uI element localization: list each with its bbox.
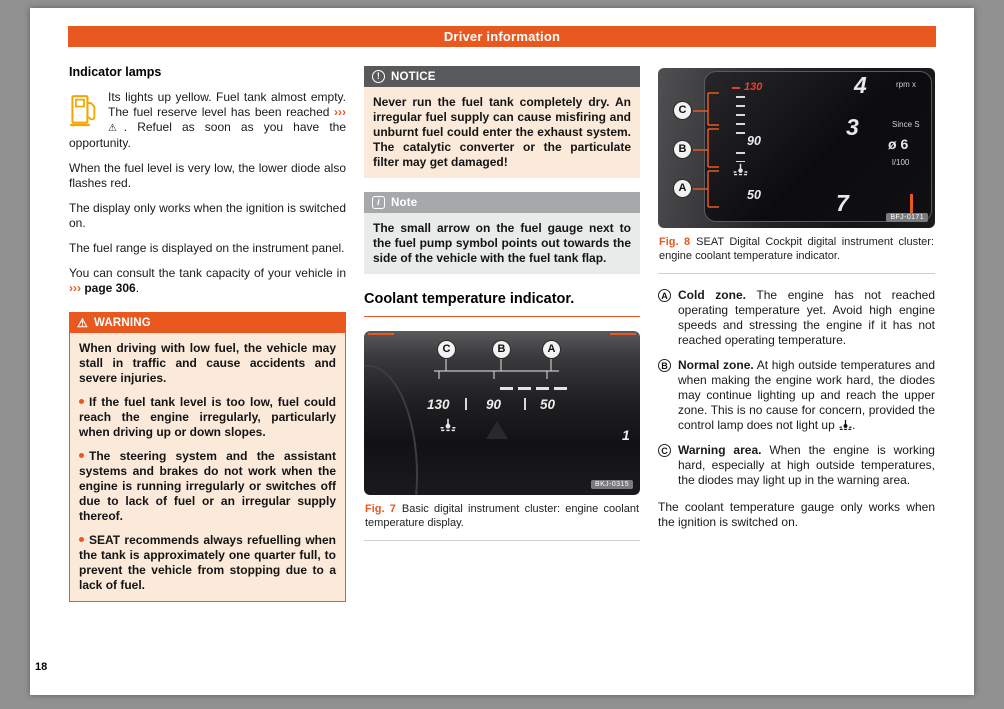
decor-line <box>368 333 394 335</box>
note-box-header <box>364 192 640 213</box>
warning-box <box>69 312 346 602</box>
warning-bullet: If the fuel tank level is too low, fuel could reach the engine irregularly, particularly when driving up or down slopes. <box>79 395 336 439</box>
cross-reference-arrows[interactable]: ››› <box>334 105 346 119</box>
info-icon: i <box>372 196 385 209</box>
callout-c: C <box>438 341 455 358</box>
tachometer-number-7: 7 <box>836 190 849 216</box>
warning-icon: ⚠ <box>77 315 88 330</box>
image-code: BFJ-0171 <box>886 213 928 222</box>
zone-marker-a: A <box>658 289 671 302</box>
page-number: 18 <box>35 661 48 673</box>
fuel-lamp-text: Its lights up yellow. Fuel tank almost empty. The fuel reserve level has been reached <box>108 90 346 119</box>
paragraph-fuel-range: The fuel range is displayed on the instrument panel. <box>69 241 345 255</box>
scale-90: 90 <box>747 134 761 148</box>
scale-tick <box>524 398 526 410</box>
page-reference[interactable]: page 306 <box>84 281 136 295</box>
rpm-unit-label: rpm x <box>896 80 916 89</box>
paragraph-tank-capacity: You can consult the tank capacity of your vehicle in ››› page 306. <box>69 266 346 295</box>
bullet-icon <box>79 453 84 458</box>
heading-indicator-lamps: Indicator lamps <box>69 65 162 79</box>
notice-box <box>364 66 640 178</box>
figure-8-caption: Fig. 8 SEAT Digital Cockpit digital instrument cluster: engine coolant temperature indicator. <box>658 228 935 274</box>
warning-intro: When driving with low fuel, the vehicle may stall in traffic and cause accidents and severe injuries. <box>79 341 336 385</box>
warning-box-title: WARNING <box>93 316 151 329</box>
notice-box-header <box>364 66 640 87</box>
fuel-lamp-paragraph-2: When the fuel level is very low, the lower diode also flashes red. <box>69 161 346 190</box>
figure-8 <box>658 68 935 274</box>
scale-130: 130 <box>744 81 763 93</box>
figure-8-image <box>658 68 935 228</box>
gauge-segment <box>554 387 567 390</box>
scale-90: 90 <box>486 397 502 412</box>
zone-item-c <box>658 443 935 488</box>
warning-bullet: SEAT recommends always refuelling when the tank is approximately one quarter full, to prevent the vehicle from stopping due to a lack of fuel. <box>79 533 336 592</box>
heading-coolant-temperature: Coolant temperature indicator. <box>364 291 640 317</box>
zone-list <box>658 288 935 488</box>
scale-50: 50 <box>540 397 556 412</box>
cross-reference-arrows[interactable]: ››› <box>69 281 85 295</box>
scale-ticks <box>736 96 745 136</box>
bullet-icon <box>79 537 84 542</box>
scale-130: 130 <box>427 397 450 412</box>
closing-paragraph: The coolant temperature gauge only works when the ignition is switched on. <box>658 500 935 529</box>
consumption-unit-label: l/100 <box>892 158 910 167</box>
zone-item-a <box>658 288 935 348</box>
zone-text: Warning area. When the engine is working hard, especially at high outside temperatures, the diodes may light up in the warning area. <box>678 443 935 487</box>
figure-7 <box>364 331 640 541</box>
dial-number: 1 <box>622 427 630 443</box>
gauge-segment <box>500 387 513 390</box>
warning-box-header <box>69 312 346 333</box>
column-right <box>658 60 935 602</box>
fuel-lamp-text-continued: . Refuel as soon as you have the opportunity. <box>69 120 346 150</box>
notice-box-title: NOTICE <box>391 70 436 83</box>
image-code: BKJ-0315 <box>591 480 633 489</box>
page-header-bar <box>68 26 936 47</box>
notice-box-body: Never run the fuel tank completely dry. An irregular fuel supply can cause misfiring and unburnt fuel could enter the exhaust system. The catalytic converter or the particulate filter may get damaged! <box>364 87 640 178</box>
note-box <box>364 192 640 274</box>
column-middle <box>364 60 640 602</box>
callout-b: B <box>493 341 510 358</box>
fuel-pump-icon <box>69 91 99 129</box>
coolant-icon <box>733 163 748 176</box>
callout-a: A <box>543 341 560 358</box>
warning-box-body <box>69 333 346 602</box>
scale-50: 50 <box>747 188 761 202</box>
trip-since-label: Since S <box>892 120 920 129</box>
gauge-segment <box>536 387 549 390</box>
scale-ticks <box>736 152 745 162</box>
zone-text: Normal zone. At high outside temperatures and when making the engine work hard, the diodes may continue lighting up and reach the upper zone. This is no cause for concern, provided the control lamp does not light up . <box>678 358 936 432</box>
zone-text: Cold zone. The engine has not reached operating temperature yet. Avoid high engine speeds and stressing the engine if it has not reached operating temperature. <box>678 288 936 347</box>
column-left <box>69 60 346 602</box>
callout-a: A <box>674 180 691 197</box>
warning-triangle-glyph: ⚠ <box>108 123 124 134</box>
callout-c: C <box>674 102 691 119</box>
red-scale-tick <box>732 87 740 89</box>
paragraph-display-ignition: The display only works when the ignition is switched on. <box>69 201 346 230</box>
callout-b: B <box>674 141 691 158</box>
notice-icon: ! <box>372 70 385 83</box>
coolant-icon <box>440 418 456 432</box>
coolant-icon <box>839 419 852 431</box>
gauge-segment <box>518 387 531 390</box>
content-columns <box>69 60 937 602</box>
figure-7-image <box>364 331 640 495</box>
warning-bullet: The steering system and the assistant systems and brakes do not work when the engine is running irregularly or switches off due to lack of fuel or an irregular supply thereof. <box>79 449 336 523</box>
note-box-title: Note <box>391 196 418 209</box>
fuel-lamp-paragraph <box>69 90 346 151</box>
zone-marker-c: C <box>658 444 671 457</box>
note-box-body: The small arrow on the fuel gauge next to the fuel pump symbol points out towards the side of the vehicle with the fuel tank flap. <box>364 213 640 274</box>
page-title: Driver information <box>443 29 561 44</box>
bullet-icon <box>79 399 84 404</box>
figure-7-caption: Fig. 7 Basic digital instrument cluster: engine coolant temperature display. <box>364 495 640 541</box>
zone-marker-b: B <box>658 359 671 372</box>
tachometer-number-4: 4 <box>854 72 867 98</box>
figure-8-label: Fig. 8 <box>659 236 691 248</box>
average-consumption-value: ø 6 <box>888 136 909 152</box>
manual-page <box>30 8 974 695</box>
decor-line <box>610 333 636 335</box>
tachometer-number-3: 3 <box>846 114 859 140</box>
zone-item-b <box>658 358 935 433</box>
scale-tick <box>465 398 467 410</box>
figure-7-label: Fig. 7 <box>365 503 396 515</box>
